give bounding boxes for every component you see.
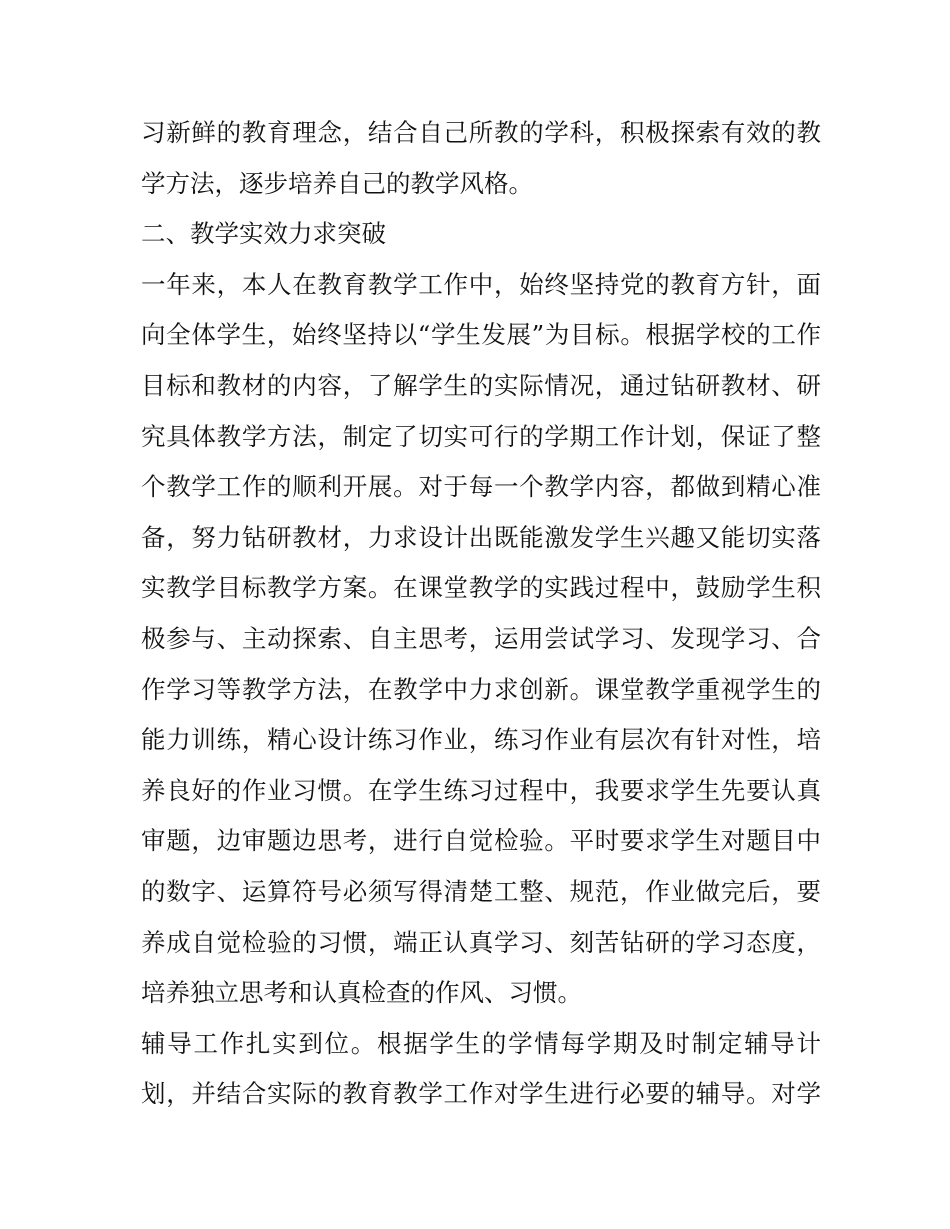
text-line-18: 培养独立思考和认真检查的作风、习惯。 [141,978,582,1008]
text-line-13: 能力训练，精心设计练习作业，练习作业有层次有针对性，培 [141,725,821,755]
text-line-2: 学方法，逐步培养自己的教学风格。 [141,168,533,198]
text-line-20: 划，并结合实际的教育教学工作对学生进行必要的辅导。对学 [141,1079,821,1109]
text-line-4: 一年来，本人在教育教学工作中，始终坚持党的教育方针，面 [141,269,821,299]
body-text [141,108,821,1120]
text-line-5: 向全体学生，始终坚持以“学生发展”为目标。根据学校的工作 [141,320,821,350]
text-line-7: 究具体教学方法，制定了切实可行的学期工作计划，保证了整 [141,421,821,451]
text-line-16: 的数字、运算符号必须写得清楚工整、规范，作业做完后，要 [141,876,821,906]
text-line-14: 养良好的作业习惯。在学生练习过程中，我要求学生先要认真 [141,775,821,805]
text-line-6: 目标和教材的内容，了解学生的实际情况，通过钻研教材、研 [141,370,821,400]
text-line-17: 养成自觉检验的习惯，端正认真学习、刻苦钻研的学习态度， [141,927,821,957]
text-line-8: 个教学工作的顺利开展。对于每一个教学内容，都做到精心准 [141,472,821,502]
section-heading: 二、教学实效力求突破 [141,219,386,249]
text-line-15: 审题，边审题边思考，进行自觉检验。平时要求学生对题目中 [141,826,821,856]
text-line-9: 备，努力钻研教材，力求设计出既能激发学生兴趣又能切实落 [141,522,821,552]
text-line-11: 极参与、主动探索、自主思考，运用尝试学习、发现学习、合 [141,623,821,653]
text-line-12: 作学习等教学方法，在教学中力求创新。课堂教学重视学生的 [141,674,821,704]
text-line-10: 实教学目标教学方案。在课堂教学的实践过程中，鼓励学生积 [141,573,821,603]
text-line-19: 辅导工作扎实到位。根据学生的学情每学期及时制定辅导计 [141,1028,821,1058]
text-line-1: 习新鲜的教育理念，结合自己所教的学科，积极探索有效的教 [141,118,821,147]
